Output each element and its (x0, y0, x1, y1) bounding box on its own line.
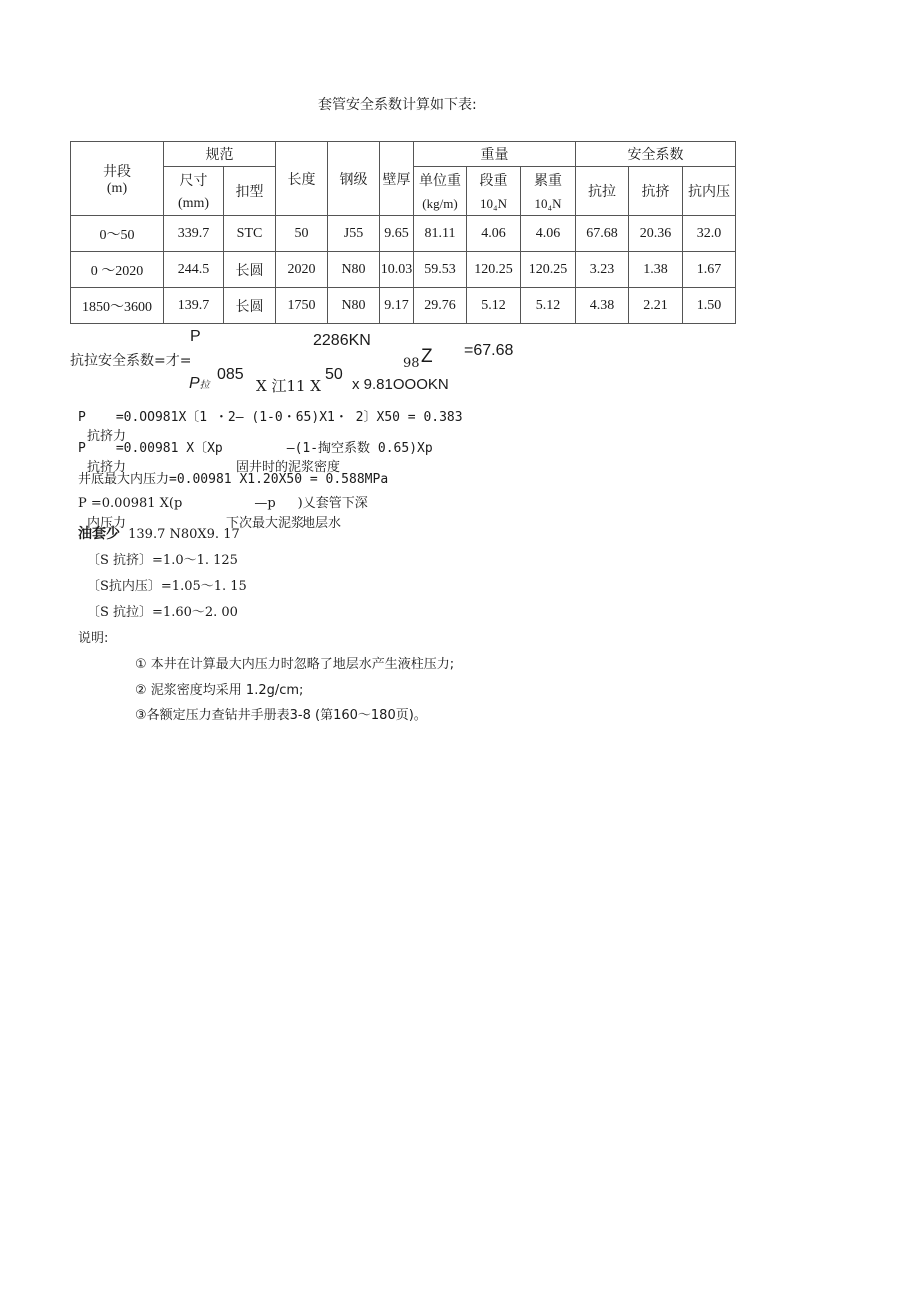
formula1-label: 抗拉安全系数=才= (70, 353, 192, 369)
formula1-p-top: P (190, 328, 201, 345)
table-cell: 50 (276, 216, 328, 252)
table-cell: 2.21 (629, 288, 683, 324)
header-tension: 抗拉 (576, 167, 629, 216)
table-cell: 0 ～2020 (71, 252, 164, 288)
table-cell: 120.25 (521, 252, 576, 288)
formula1-sub98: 98 (403, 356, 420, 371)
formula1-p-bottom: P拉 (189, 375, 210, 392)
note-1: ① 本井在计算最大内压力时忽略了地层水产生液柱压力; (135, 657, 455, 672)
formula1-x-jiang: X 江11 X (256, 377, 321, 395)
header-section: 井段 (m) (71, 142, 164, 216)
header-burst: 抗内压 (683, 167, 736, 216)
header-safety: 安全系数 (576, 142, 736, 167)
table-cell: N80 (328, 288, 380, 324)
table-cell: 5.12 (521, 288, 576, 324)
table-cell: 1.50 (683, 288, 736, 324)
formula3-sub: 抗挤力 (87, 460, 127, 475)
header-collapse: 抗挤 (629, 167, 683, 216)
table-cell: 9.65 (380, 216, 414, 252)
table-cell: 244.5 (164, 252, 224, 288)
table-row (71, 252, 736, 288)
header-spec: 规范 (164, 142, 276, 167)
table-cell: 20.36 (629, 216, 683, 252)
header-unit-weight: 单位重 (kg/m) (414, 167, 467, 216)
header-grade: 钢级 (328, 142, 380, 216)
note-2: ② 泥浆密度均采用 1.2g/cm; (135, 683, 304, 698)
formula2-sub: 抗挤力 (87, 429, 127, 444)
table-cell: 1750 (276, 288, 328, 324)
table-cell: 1.67 (683, 252, 736, 288)
formula2: P =0.OO981X〔1 ・2— (1-0・65)X1・ 2〕X50 = 0.383 (78, 410, 463, 425)
formula5-sub2: 下次最大泥浆 (226, 516, 305, 531)
oil-casing-line: 油套少 139.7 N80X9. 17 (78, 526, 240, 542)
formula1-50: 50 (325, 366, 343, 383)
table-cell: J55 (328, 216, 380, 252)
table-row (71, 288, 736, 324)
table-cell: 长圆 (224, 288, 276, 324)
table-cell: 59.53 (414, 252, 467, 288)
formula5-sub1: 内压力 (87, 516, 127, 531)
table-row (71, 216, 736, 252)
table-cell: 9.17 (380, 288, 414, 324)
table-cell: 139.7 (164, 288, 224, 324)
table-cell: 32.0 (683, 216, 736, 252)
formula1-085: 085 (217, 366, 244, 383)
table-cell: 29.76 (414, 288, 467, 324)
formula3: P =0.00981 X〔Xp —(1-掏空系数 0.65)Xp (78, 441, 433, 456)
table-cell: 10.03 (380, 252, 414, 288)
header-seg-weight: 段重 10₄N (467, 167, 521, 216)
table-cell: 3.23 (576, 252, 629, 288)
table-cell: 5.12 (467, 288, 521, 324)
note-3: ③各额定压力查钻井手册表3-8 (第160～180页)。 (135, 708, 427, 723)
limit-collapse: 〔S 抗挤〕=1.0～1. 125 (87, 553, 238, 568)
limit-tension: 〔S 抗拉〕=1.60～2. 00 (87, 605, 238, 620)
table-cell: 4.06 (467, 216, 521, 252)
casing-safety-table (70, 141, 736, 324)
formula1-numerator: 2286KN (313, 332, 371, 349)
formula1-result: =67.68 (464, 342, 514, 359)
table-cell: STC (224, 216, 276, 252)
limit-burst: 〔S抗内压〕=1.05～1. 15 (87, 579, 247, 594)
formula1-z: Z (421, 346, 433, 367)
header-cum-weight: 累重 10₄N (521, 167, 576, 216)
formula5: P =0.00981 X(p —p )乂套管下深 (78, 496, 368, 511)
page-title: 套管安全系数计算如下表: (318, 97, 477, 113)
formula3-sub2: 固井时的泥浆密度 (236, 460, 341, 475)
table-cell: 1.38 (629, 252, 683, 288)
header-length: 长度 (276, 142, 328, 216)
header-thread: 扣型 (224, 167, 276, 216)
table-cell: 120.25 (467, 252, 521, 288)
table-cell: 0～50 (71, 216, 164, 252)
table-cell: 4.38 (576, 288, 629, 324)
table-cell: 339.7 (164, 216, 224, 252)
table-cell: 长圆 (224, 252, 276, 288)
header-size: 尺寸 (mm) (164, 167, 224, 216)
table-cell: 67.68 (576, 216, 629, 252)
formula5-sub3: 地层水 (302, 516, 342, 531)
formula4: 井底最大内压力=0.00981 X1.20X50 = 0.588MPa (78, 472, 389, 487)
table-cell: N80 (328, 252, 380, 288)
table-cell: 81.11 (414, 216, 467, 252)
table-cell: 2020 (276, 252, 328, 288)
notes-title: 说明: (78, 631, 109, 646)
header-wall: 壁厚 (380, 142, 414, 216)
header-weight: 重量 (414, 142, 576, 167)
formula1-tail: x 9.81OOOKN (352, 376, 449, 393)
table-cell: 1850～3600 (71, 288, 164, 324)
table-cell: 4.06 (521, 216, 576, 252)
